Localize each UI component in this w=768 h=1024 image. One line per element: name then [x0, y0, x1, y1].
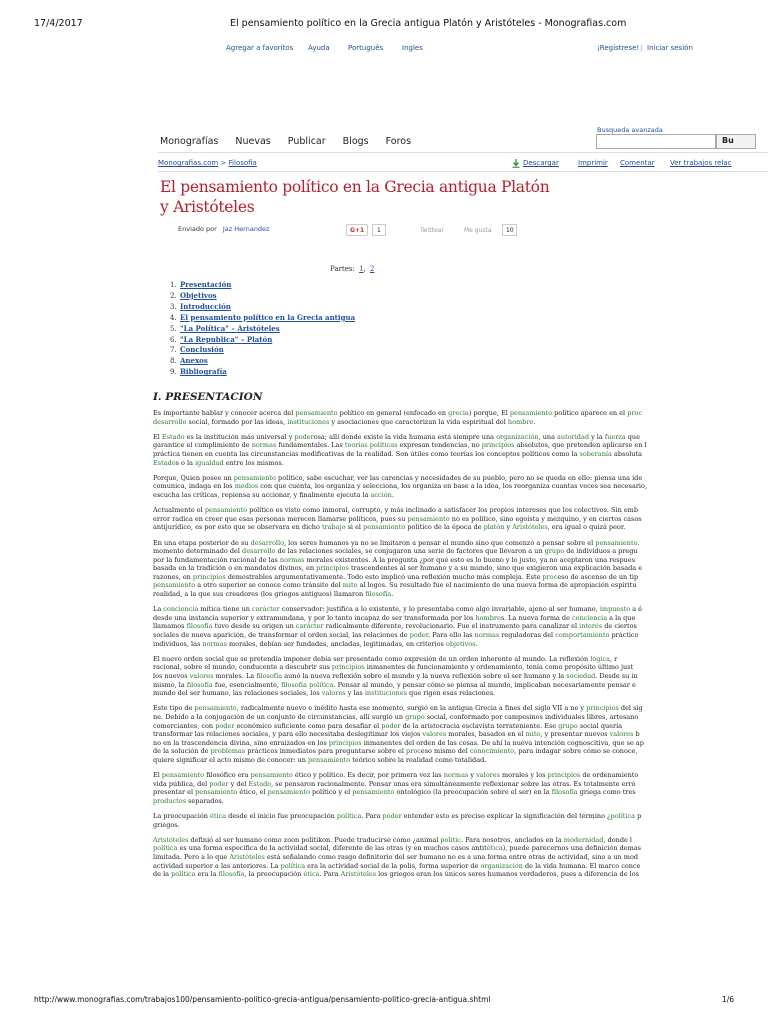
keyword-link[interactable]: grecia [448, 409, 469, 417]
part-link-1[interactable]: 1 [359, 265, 364, 273]
keyword-link[interactable]: normas [279, 555, 305, 564]
paragraph-line: transformar las relaciones sociales, y para ello necesitaba deslegitimar los viejos valores morales, basados en el mito, y presentar nuevos valores b [153, 730, 640, 739]
search-button[interactable]: Bu [716, 134, 756, 149]
keyword-link[interactable]: principios [586, 704, 619, 713]
keyword-link[interactable]: soberanía [579, 449, 612, 458]
keyword-link[interactable]: política [153, 844, 178, 853]
portuguese-link[interactable]: Português [348, 44, 384, 52]
nav-item-publicar[interactable]: Publicar [287, 136, 326, 147]
part-link-2[interactable]: 2 [369, 265, 375, 273]
parts-label: Partes: [330, 265, 355, 273]
breadcrumb-home[interactable]: Monografias.com [158, 159, 219, 167]
paragraph-line: mismo, la filosofía fue, esencialmente, filosofía política. Pensar al mundo, y pensar cómo se piensa al mundo, implicaban necesariamente pensar e [153, 680, 636, 689]
author-link[interactable]: Jaz Hernandez [222, 225, 270, 233]
paragraph-line: presentar el pensamiento ético, el pensamiento político y el pensamiento ontológico (la preocupación sobre el ser) en la filosofía griega como tres [153, 788, 636, 797]
keyword-link[interactable]: poder [209, 779, 229, 788]
toc-item: 6. "La Republica" – Platón [170, 334, 273, 344]
keyword-link[interactable]: pensamiento [595, 538, 638, 547]
keyword-link[interactable]: valores [476, 771, 500, 780]
article-paragraph [153, 474, 768, 500]
keyword-link[interactable]: política [309, 680, 334, 689]
keyword-link[interactable]: normas [251, 441, 277, 450]
keyword-link[interactable]: Aristóteles [340, 870, 377, 879]
toc-link-introduccion[interactable]: Introducción [180, 301, 231, 311]
keyword-link[interactable]: principios [328, 738, 362, 747]
keyword-link[interactable]: desarrollo [250, 538, 284, 547]
keyword-link[interactable]: política [610, 812, 635, 821]
keyword-link[interactable]: desarrollo [242, 547, 276, 556]
keyword-link[interactable]: modernidad [563, 835, 604, 844]
toc-link-conclusion[interactable]: Conclusión [180, 345, 224, 355]
paragraph-line: Actualmente el pensamiento político es visto como inmoral, corrupto, y más inclinado a satisfacer los propios intereses que los colectivos. Sin emb [153, 506, 639, 515]
print-date: 17/4/2017 [34, 18, 83, 29]
keyword-link[interactable]: normas [202, 639, 227, 648]
main-nav [160, 136, 425, 147]
toc-item: 7. Conclusión [170, 345, 224, 355]
keyword-link[interactable]: conciencia [572, 613, 608, 622]
article-paragraph [153, 433, 768, 467]
toc-link-pensamiento[interactable]: El pensamiento político en la Grecia antigua [180, 312, 356, 322]
google-plus-button[interactable]: G+1 [346, 224, 368, 236]
keyword-link[interactable]: pensamiento [509, 409, 553, 417]
keyword-link[interactable]: hombre [475, 613, 501, 622]
article-body [153, 409, 768, 885]
paragraph-line: quiere significar el acto mismo de conocer: un pensamiento teórico sobre la realidad como totalidad. [153, 755, 487, 764]
keyword-link[interactable]: valores [189, 672, 214, 680]
nav-item-monografias[interactable]: Monografías [160, 136, 219, 147]
keyword-link[interactable]: conciencia [163, 605, 199, 614]
paragraph-line: de la solución de problemas prácticos inmediatos para preguntarse sobre el proceso mismo del conocimiento, para indagar sobre cómo se conoce, [153, 747, 638, 756]
keyword-link[interactable]: pensamiento [267, 788, 310, 797]
paragraph-line: En una etapa posterior de su desarrollo, los seres humanos ya no se limitaron a pensar el mundo sino que comenzó a pensar sobre el pensamiento. [153, 538, 640, 547]
keyword-link[interactable]: sociedad [566, 672, 596, 680]
paragraph-line: de la política era la filosofía, la preocupación ética. Para Aristóteles los griegos eran los únicos seres humanos verdaderos, pues a diferencia de los [153, 870, 639, 879]
paragraph-line: por la fundamentación racional de las normas morales existentes. A la pregunta ¿por qué esto es lo bueno y lo justo, ya no aceptaron una respues [153, 555, 636, 564]
keyword-link[interactable]: principios [481, 441, 515, 450]
toc-link-bibliografia[interactable]: Bibliografía [180, 367, 227, 377]
keyword-link[interactable]: poder [381, 721, 401, 730]
keyword-link[interactable]: fuerza [604, 432, 626, 441]
print-footer-url: http://www.monografias.com/trabajos100/pensamiento-politico-grecia-antigua/pensamiento-politico-grecia-antigua.shtml [34, 995, 491, 1004]
keyword-link[interactable]: filosofía [218, 870, 245, 879]
tools-divider [158, 171, 768, 172]
paragraph-line: no en la trascendencia divina, sino enraizados en los principios inmanentes del orden de las cosas. De ahí la nueva intención cognoscitiva, que se ap [153, 738, 644, 747]
keyword-link[interactable]: comportamiento [555, 631, 610, 640]
keyword-link[interactable]: grupo [544, 547, 565, 556]
article-paragraph [153, 409, 768, 426]
paragraph-line: Estados o la igualdad entre los mismos. [153, 458, 284, 467]
paragraph-line: La conciencia mítica tiene un carácter conservador: justifica a lo existente, y lo presentaba como algo invariable, ajeno al ser humano, impuesto a é [153, 605, 642, 614]
nav-item-foros[interactable]: Foros [385, 136, 412, 147]
keyword-link[interactable]: filosofía [186, 680, 213, 689]
paragraph-line: garantice el cumplimiento de normas fundamentales. Las teorías políticas expresan tendencias, no principios absolutos, que pretenden aplicarse en l [153, 441, 647, 450]
keyword-link[interactable]: instituciones [287, 417, 330, 426]
facebook-like-count: 10 [502, 224, 517, 236]
keyword-link[interactable]: pensamiento [204, 506, 248, 515]
keyword-link[interactable]: politic [440, 835, 461, 844]
keyword-link[interactable]: grupo [405, 712, 425, 721]
keyword-link[interactable]: objetivos [445, 639, 476, 648]
keyword-link[interactable]: carácter [252, 605, 280, 614]
keyword-link[interactable]: pensamiento [308, 755, 351, 764]
keyword-link[interactable]: ética [303, 870, 320, 879]
keyword-link[interactable]: filosofía [186, 622, 213, 631]
paragraph-line: ne. Debido a la conjugación de un conjunto de circunstancias, allí surgió un grupo social, conformado por campesinos individuales libres, artesano [153, 712, 639, 721]
keyword-link[interactable]: carácter [295, 622, 324, 631]
keyword-link[interactable]: conocimiento [469, 747, 515, 756]
toc-item: 8. Anexos [170, 356, 208, 366]
nav-item-nuevas[interactable]: Nuevas [235, 136, 271, 147]
paragraph-line: griegos. [153, 820, 180, 829]
article-paragraph [153, 771, 768, 805]
paragraph-line: El Estado es la institución más universal y poderosa; allí donde existe la vida humana está siempre una organización, una autoridad y la fuerza que [153, 432, 640, 441]
byline [178, 225, 269, 233]
keyword-link[interactable]: valores [321, 689, 346, 698]
keyword-link[interactable]: igualdad [195, 458, 224, 467]
keyword-link[interactable]: principios [331, 663, 365, 672]
keyword-link[interactable]: hombre [507, 417, 534, 426]
top-links-separator: | [640, 44, 643, 52]
keyword-link[interactable]: poder [294, 432, 314, 441]
keyword-link[interactable]: pensamiento [295, 409, 338, 417]
paragraph-line: comerciantes, con poder económico suficiente como para desafiar el poder de la aristocracia esclavista terrateniente. Ese grupo social quería [153, 721, 623, 730]
keyword-link[interactable]: política [280, 861, 306, 870]
paragraph-line: pensamiento a otro superior se conoce como tránsito del mito al logos. Su resultado fue el nacimiento de una nueva forma de apropiación espiritu [153, 581, 637, 590]
google-plus-count: 1 [372, 224, 386, 236]
keyword-link[interactable]: pensamiento [194, 704, 237, 713]
keyword-link[interactable]: valores [422, 730, 447, 739]
keyword-link[interactable]: poder [215, 721, 235, 730]
table-of-contents [170, 280, 355, 378]
toc-item: 3. Introducción [170, 301, 231, 311]
nav-divider [158, 152, 768, 153]
keyword-link[interactable]: ética [486, 844, 503, 853]
keyword-link[interactable]: proc [406, 747, 421, 756]
keyword-link[interactable]: principios [547, 771, 581, 780]
keyword-link[interactable]: instituciones [364, 689, 407, 698]
nav-item-blogs[interactable]: Blogs [342, 136, 369, 147]
keyword-link[interactable]: mito [342, 581, 358, 590]
paragraph-line: Porque, Quien posee un pensamiento político, sabe escuchar, ver las carencias y necesidades de su pueblo, pero no se queda en ello: piensa una ide [153, 473, 643, 482]
keyword-link[interactable]: trabajo [321, 523, 346, 532]
article-title: El pensamiento político en la Grecia antigua Platón y Aristóteles [160, 178, 550, 216]
keyword-link[interactable]: platón [483, 523, 505, 532]
article-paragraph [153, 704, 768, 764]
keyword-link[interactable]: organización [496, 432, 539, 441]
paragraph-line: error radica en creer que esas personas merecen llamarse políticos, pues su pensamiento no es político, sino egoísta y mezquino, y en ciertos casos [153, 514, 642, 523]
toc-item: 9. Bibliografía [170, 367, 227, 377]
toc-item: 2. Objetivos [170, 290, 217, 300]
paragraph-line: actividad superior a las anteriores. La política era la actividad social de la polis, forma superior de organización de la vida humana. El marco conce [153, 861, 641, 870]
paragraph-line: vida pública, del poder y del Estado, se pensaron racionalmente. Pensar unas era simultáneamente reflexionar sobre las otras. Es totalmente erró [153, 779, 636, 788]
toc-link-la-politica[interactable]: "La Política" – Aristóteles [180, 323, 280, 333]
toc-item: 4. El pensamiento político en la Grecia antigua [170, 312, 356, 322]
keyword-link[interactable]: ética [210, 812, 227, 821]
article-paragraph [153, 836, 768, 879]
sent-by-label: Enviado por [178, 225, 217, 233]
article-paragraph [153, 812, 768, 829]
paragraph-line: los nuevos valores morales. La filosofía aunó la nueva reflexión sobre el mundo y la nueva reflexión sobre el ser humano y la sociedad. Desde su in [153, 672, 638, 680]
article-paragraph [153, 539, 768, 599]
keyword-link[interactable]: autoridad [557, 432, 589, 441]
keyword-link[interactable]: proc [627, 409, 643, 417]
add-favorites-link[interactable]: Agregar a favoritos [226, 44, 294, 52]
paragraph-line: racional, sobre el mundo, conducente a descubrir sus principios inmanentes de funcionamiento y ordenamiento, tenía como propósito último just [153, 663, 634, 672]
keyword-link[interactable]: poder [382, 812, 402, 821]
keyword-link[interactable]: mito [525, 730, 541, 739]
paragraph-line: Es importante hablar y conocer acerca del pensamiento político en general (enfocado en grecia) porque, El pensamiento político aparece en el proc [153, 409, 643, 417]
register-link[interactable]: ¡Regístrese! [597, 44, 640, 52]
keyword-link[interactable]: pensamiento [233, 473, 276, 482]
paragraph-line: momento determinado del desarrollo de las relaciones sociales, se conjugaron una serie de factores que llevaron a un grupo de individuos a pregu [153, 547, 638, 556]
keyword-link[interactable]: grupo [558, 721, 578, 730]
print-page-number: 1/6 [722, 995, 735, 1004]
paragraph-line: Aristóteles definió al ser humano como zoon politikon. Puede traducirse como ¿animal politic. Para nosotros, anclados en la modernidad, donde l [153, 835, 632, 844]
paragraph-line: El pensamiento filosófico era pensamiento ético y político. Es decir, por primera vez las normas y valores morales y los principios de ordenamiento [153, 771, 639, 780]
paragraph-line: Este tipo de pensamiento, radicalmente nuevo e inédito hasta ese momento, surgió en la antigua Grecia a fines del siglo VII a ne y principios del sig [153, 704, 643, 713]
keyword-link[interactable]: lógica [590, 654, 611, 663]
paragraph-line: realidad, a la que sus creadores (los griegos antiguos) llamaron filosofía. [153, 590, 394, 599]
keyword-link[interactable]: proc [542, 572, 558, 581]
toc-link-la-republica[interactable]: "La Republica" – Platón [180, 334, 273, 344]
keyword-link[interactable]: pensamiento [161, 771, 205, 780]
twitter-button[interactable]: Twittear [420, 227, 444, 234]
keyword-link[interactable]: pensamiento [250, 771, 293, 780]
top-links-bar [0, 44, 768, 56]
keyword-link[interactable]: política [171, 870, 196, 879]
keyword-link[interactable]: interés [579, 622, 603, 631]
keyword-link[interactable]: Aristóteles [153, 835, 189, 844]
paragraph-line: individuos, las normas morales, debían ser fundadas, ancladas, legitimadas, en criterios objetivos. [153, 639, 478, 648]
article-paragraph [153, 655, 768, 698]
login-link[interactable]: Iniciar sesión [647, 44, 693, 52]
search-input[interactable] [596, 134, 716, 149]
parts-nav: Partes: 1, 2 [330, 265, 375, 273]
paragraph-line: mundo del ser humano, las relaciones sociales, los valores y las instituciones que rigen esas relaciones. [153, 689, 496, 698]
download-link[interactable]: Descargar [523, 159, 559, 167]
keyword-link[interactable]: acción [370, 490, 392, 499]
paragraph-line: razones, en principios demostrables argumentativamente. Todo esto implicó una reflexión mucho más compleja. Este proceso de ascenso de un tip [153, 572, 639, 581]
keyword-link[interactable]: impuesto [599, 605, 631, 614]
keyword-link[interactable]: pensamiento [352, 788, 395, 797]
paragraph-line: productos separados. [153, 796, 224, 805]
keyword-link[interactable]: filosofía [551, 788, 578, 797]
keyword-link[interactable]: organización [480, 861, 523, 870]
keyword-link[interactable]: normas [443, 771, 469, 780]
toc-item: 5. "La Política" – Aristóteles [170, 323, 280, 333]
paragraph-line: El nuevo orden social que se pretendía imponer debía ser presentado como expresión de un orden inherente al mundo. La reflexión lógica, r [153, 654, 618, 663]
toc-link-presentacion[interactable]: Presentación [180, 280, 232, 289]
paragraph-line: desarrollo social, formado por las ideas, instituciones y asociaciones que caracterizan la vida espiritual del hombre. [153, 417, 536, 426]
keyword-link[interactable]: desarrollo [153, 417, 187, 426]
toc-link-objetivos[interactable]: Objetivos [180, 290, 217, 300]
keyword-link[interactable]: valores [609, 730, 634, 739]
article-paragraph [153, 506, 768, 532]
paragraph-line: llamamos filosofía tuvo desde su origen un carácter radicalmente diferente, revolucionario. Fue el instrumento para canalizar el interés de ciertos [153, 622, 637, 631]
advanced-search-link[interactable]: Busqueda avanzada [597, 126, 663, 134]
keyword-link[interactable]: pensamiento [195, 788, 238, 797]
keyword-link[interactable]: Estado [248, 779, 272, 788]
help-link[interactable]: Ayuda [308, 44, 330, 52]
facebook-like-button[interactable]: Me gusta [464, 227, 492, 234]
paragraph-line: limitada. Pero a lo que Aristóteles está señalando como rasgo definitorio del ser humano no es a una forma entre otras de actividad, sino a un mod [153, 853, 639, 862]
keyword-link[interactable]: pensamiento [153, 581, 196, 590]
keyword-link[interactable]: medios [234, 482, 259, 491]
toc-link-anexos[interactable]: Anexos [180, 356, 208, 366]
paragraph-line: desde una instancia superior y extramundana, y por lo tanto incapaz de ser transformada por los hombres. La nueva forma de conciencia a la que [153, 613, 636, 622]
keyword-link[interactable]: filosofía [281, 680, 308, 689]
comment-link[interactable]: Comentar [620, 159, 655, 167]
keyword-link[interactable]: Aristóteles [512, 523, 548, 532]
keyword-link[interactable]: Estado [161, 432, 185, 441]
section-heading: I. PRESENTACION [153, 391, 263, 403]
keyword-link[interactable]: normas [474, 631, 500, 640]
toc-item: 1. Presentación [170, 280, 232, 289]
english-link[interactable]: Ingles [402, 44, 423, 52]
keyword-link[interactable]: productos [153, 796, 187, 805]
keyword-link[interactable]: problemas [210, 747, 246, 756]
keyword-link[interactable]: Estado [153, 458, 176, 467]
paragraph-line: sociales de nueva aparición, de transformar el orden social, las relaciones de poder. Para ello las normas reguladoras del comportamiento práctico [153, 631, 639, 640]
paragraph-line: práctica tienen en cuenta las circunstancias modificativas de la realidad. Son útiles como teorías los conceptos políticos como la soberanía absoluta [153, 449, 642, 458]
paragraph-line: antijurídico, es por esto que se observara en dicho trabajo si el pensamiento político de la época de platón y Aristóteles, era igual o quizá peor. [153, 523, 626, 532]
article-tools [0, 159, 768, 169]
paragraph-line: política es una forma específica de la actividad social, diferente de las otras (y en muchos casos antitética), puede parecernos una definición demas [153, 844, 641, 853]
print-link[interactable]: Imprimir [578, 159, 608, 167]
article-paragraph [153, 605, 768, 648]
breadcrumb-filosofia[interactable]: Filosofia [228, 159, 257, 167]
keyword-link[interactable]: pensamiento [363, 523, 406, 532]
paragraph-line: basada en la tradición o en mandatos divinos, en principios trascendentes al ser humano y a su mundo, sino que exigieron una explicación basada e [153, 564, 643, 573]
keyword-link[interactable]: Aristóteles [229, 853, 265, 862]
related-works-link[interactable]: Ver trabajos relac [670, 159, 732, 167]
print-doc-title: El pensamiento político en la Grecia antigua Platón y Aristóteles - Monografias.com [230, 18, 627, 29]
keyword-link[interactable]: teorías políticas [344, 441, 398, 450]
paragraph-line: comunica, indaga en los medios con que cuenta, los organiza y selecciona, los organiza en base a la idea, los reorganiza cuantas veces sea necesario, [153, 482, 647, 491]
paragraph-line: escucha las críticas, repiensa su accionar, y finalmente ejecuta la acción. [153, 490, 394, 499]
keyword-link[interactable]: poder [409, 631, 429, 640]
keyword-link[interactable]: política [336, 812, 362, 821]
keyword-link[interactable]: pensamiento [407, 514, 450, 523]
keyword-link[interactable]: principios [316, 564, 349, 573]
paragraph-line: La preocupación ética desde el inicio fue preocupación política. Para poder entender esto es preciso explicar la significación del término ¿política p [153, 812, 642, 821]
breadcrumb-separator: > [220, 159, 227, 167]
keyword-link[interactable]: filosofía [365, 590, 392, 599]
keyword-link[interactable]: principios [192, 572, 226, 581]
keyword-link[interactable]: filosofía [256, 672, 283, 680]
